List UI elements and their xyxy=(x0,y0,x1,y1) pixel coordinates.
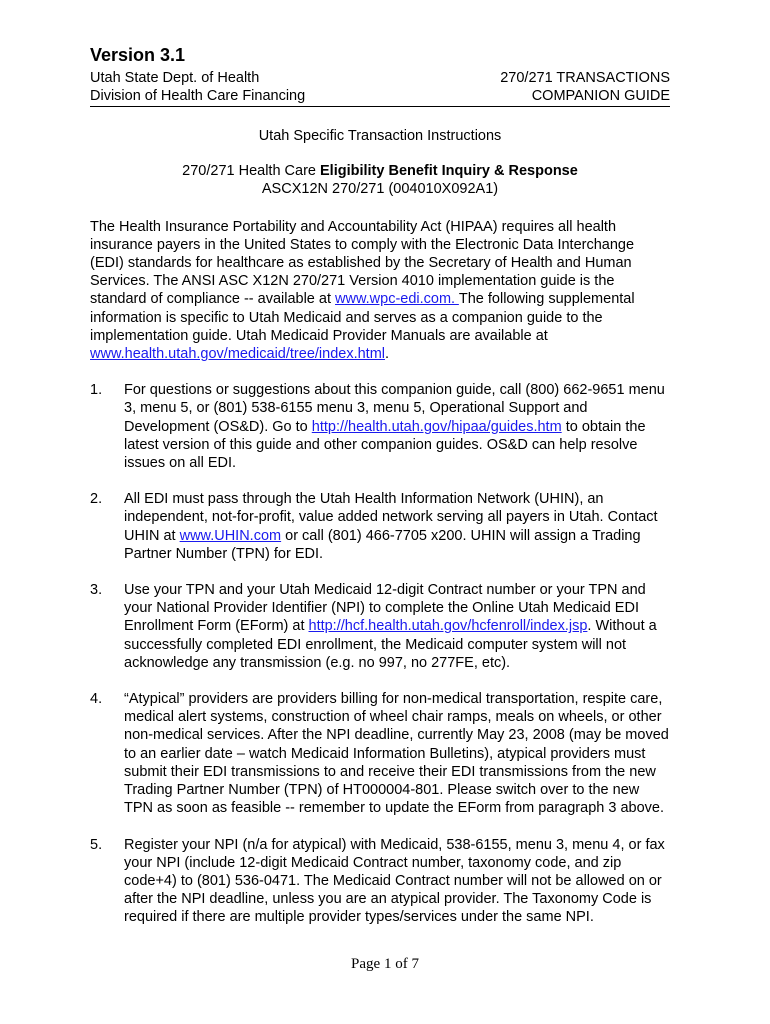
item-text: For questions or suggestions about this companion guide, call (800) 662-9651 menu 3, menu 5, or (801) 538-6155 menu 3, menu 5, Operational Support and Development (OS&D). Go to xyxy=(124,382,665,435)
transaction-code: ASCX12N 270/271 (004010X092A1) xyxy=(261,181,499,198)
item-number: 2. xyxy=(90,491,103,508)
medicaid-manuals-link[interactable]: www.health.utah.gov/medicaid/tree/index.html xyxy=(90,346,385,363)
header-row-2 xyxy=(90,87,670,107)
item-number: 5. xyxy=(90,836,103,853)
item-text-cont: or call (801) 466-7705 x200. UHIN will assign a Trading Partner Number (TPN) for EDI. xyxy=(124,527,641,562)
org-name: Utah State Dept. of Health xyxy=(90,70,260,86)
doc-type: 270/271 TRANSACTIONS xyxy=(500,70,670,86)
item-number: 1. xyxy=(90,382,103,399)
item-number: 4. xyxy=(90,691,103,708)
doc-subtitle: COMPANION GUIDE xyxy=(531,88,670,104)
item-number: 3. xyxy=(90,582,103,599)
item-text: “Atypical” providers are providers billing for non-medical transportation, respite care, medical alert systems, construction of wheel chair ramps, meals on wheels, or other non-medical services. After the NPI deadline, currently May 23, 2008 (may be moved to an earlier date – watch Medicaid Information Bulletins), atypical providers must submit their EDI transmissions to and receive their EDI transmissions from the new Trading Partner Number (TPN) of HT000004-801. Please switch over to the new TPN as soon as feasible -- remember to update the EForm from paragraph 3 above. xyxy=(124,691,669,817)
item-text: Register your NPI (n/a for atypical) with Medicaid, 538-6155, menu 3, menu 4, or fax your NPI (include 12-digit Medicaid Contract number, taxonomy code, and zip code+4) to (801) 536-0471. The Medicaid Contract number will not be allowed on or after the NPI deadline, unless you are an atypical provider. The Taxonomy Code is required if there are multiple provider types/services under the same NPI. xyxy=(124,836,665,926)
header-row-1 xyxy=(90,69,670,87)
hipaa-guides-link[interactable]: http://health.utah.gov/hipaa/guides.htm xyxy=(311,418,562,435)
uhin-link[interactable]: www.UHIN.com xyxy=(179,527,282,544)
list-item xyxy=(90,836,670,927)
intro-text-2: The following supplemental information is specific to Utah Medicaid and serves as a companion guide to the implementation guide. Utah Medicaid Provider Manuals are available at xyxy=(90,291,635,344)
intro-paragraph xyxy=(90,218,670,364)
item-text-cont: . Without a successfully completed EDI enrollment, the Medicaid computer system will not acknowledge any transmission (e.g. no 997, no 277FE, etc). xyxy=(124,618,657,671)
transaction-title-bold: Eligibility Benefit Inquiry & Response xyxy=(320,163,578,180)
wpc-edi-link[interactable]: www.wpc-edi.com. xyxy=(335,291,459,308)
list-item xyxy=(90,690,670,817)
item-text: All EDI must pass through the Utah Health Information Network (UHIN), an independent, not-for-profit, value added network serving all payers in Utah. Contact UHIN at xyxy=(124,491,658,544)
list-item xyxy=(90,581,670,672)
item-text: Use your TPN and your Utah Medicaid 12-digit Contract number or your TPN and your National Provider Identifier (NPI) to complete the Online Utah Medicaid EDI Enrollment Form (EForm) at xyxy=(124,582,646,635)
version-label: Version 3.1 xyxy=(90,45,186,65)
org-division: Division of Health Care Financing xyxy=(90,88,306,104)
intro-text-1: The Health Insurance Portability and Accountability Act (HIPAA) requires all health insurance payers in the United States to comply with the Electronic Data Interchange (EDI) standards for healthcare as established by the Secretary of Health and Human Services. The ANSI ASC X12N 270/271 Version 4010 implementation guide is the standard of compliance -- available at xyxy=(90,218,635,308)
transaction-title-plain: 270/271 Health Care xyxy=(182,163,320,180)
list-item xyxy=(90,490,670,563)
section-title: Utah Specific Transaction Instructions xyxy=(258,128,502,144)
hcf-enroll-link[interactable]: http://hcf.health.utah.gov/hcfenroll/index.jsp xyxy=(308,618,588,635)
list-item xyxy=(90,381,670,472)
instruction-list xyxy=(90,381,670,926)
page-number: Page 1 of 7 xyxy=(351,956,419,972)
item-text-cont: to obtain the latest version of this guide and other companion guides. OS&D can help resolve issues on all EDI. xyxy=(124,418,646,472)
transaction-title xyxy=(90,162,670,180)
intro-text-3: . xyxy=(385,346,390,363)
document-page xyxy=(90,44,670,927)
